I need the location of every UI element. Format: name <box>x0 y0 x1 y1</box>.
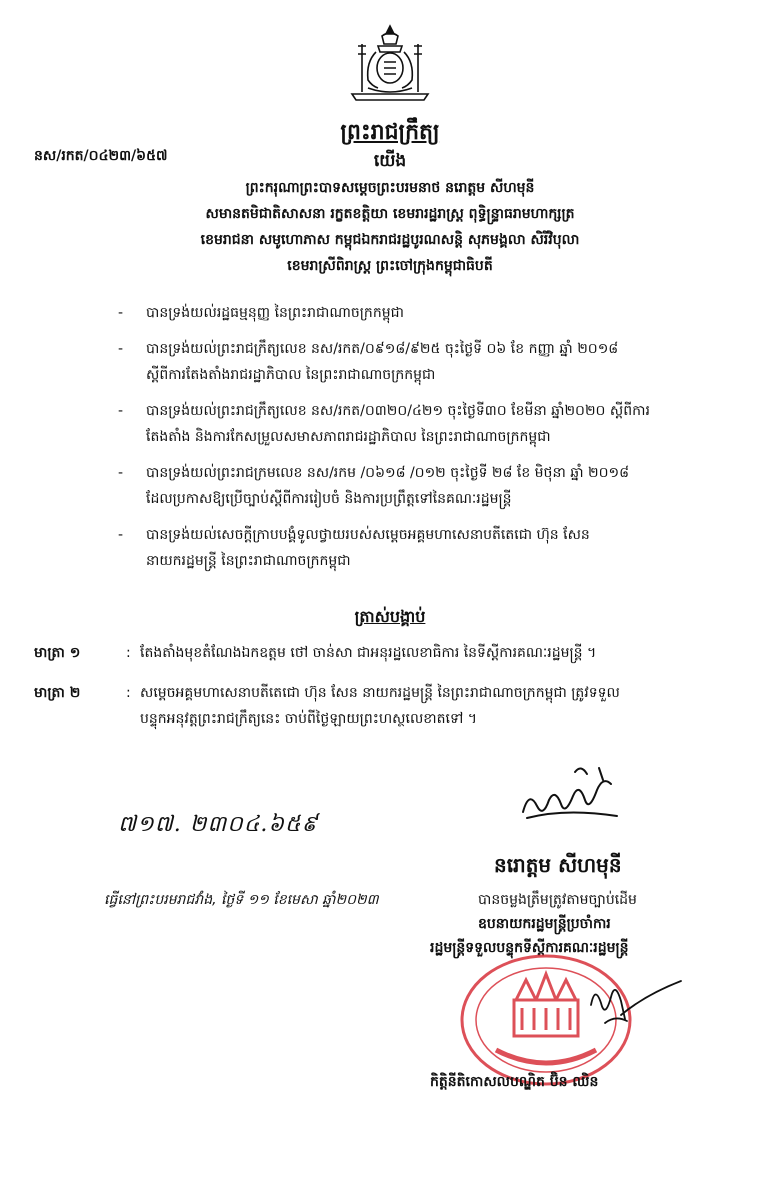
reference-item <box>118 300 698 326</box>
article-label: មាត្រា ២ <box>34 685 81 701</box>
place-and-date: ធ្វើនៅព្រះបរមរាជវាំង, ថ្ងៃទី ១១ ខែមេសា ឆ្នាំ២០២៣ <box>104 892 379 908</box>
minister-signature-icon <box>585 975 685 1035</box>
reference-line-continued: ស្តីពីការតែងតាំងរាជរដ្ឋាភិបាល នៃព្រះរាជាណាចក្រកម្ពុជា <box>146 367 436 383</box>
decision-heading: ត្រាស់បង្គាប់ <box>354 607 426 626</box>
reference-item <box>118 398 698 450</box>
article-text: សម្តេចអគ្គមហាសេនាបតីតេជោ ហ៊ុន សែន នាយករដ្ឋមន្ត្រី នៃព្រះរាជាណាចក្រកម្ពុជា ត្រូវទទួល <box>140 685 620 701</box>
reference-item <box>118 336 698 388</box>
bullet-dash: - <box>118 305 124 321</box>
header-we: យើង <box>373 151 407 171</box>
article-colon: : <box>126 645 131 661</box>
bullet-dash: - <box>118 527 124 543</box>
article-2 <box>34 680 734 732</box>
reference-line-continued: នាយករដ្ឋមន្ត្រី នៃព្រះរាជាណាចក្រកម្ពុជា <box>146 553 351 569</box>
bullet-dash: - <box>118 341 124 357</box>
certified-copy-line-1: បានចម្លងត្រឹមត្រូវតាមច្បាប់ដើម <box>478 892 637 908</box>
reference-line: បានទ្រង់យល់ព្រះរាជក្រឹត្យលេខ នស/រកត/០៣២០/៤២១ ចុះថ្ងៃទី៣០ ខែមីនា ឆ្នាំ២០២០ ស្តីពីការ <box>146 403 650 419</box>
signer-name: នរោត្តម សីហមុនី <box>494 853 622 877</box>
reference-line: បានទ្រង់យល់សេចក្តីក្រាបបង្គំទូលថ្វាយរបស់សម្តេចអគ្គមហាសេនាបតីតេជោ ហ៊ុន សែន <box>146 527 590 543</box>
legal-references <box>118 300 698 584</box>
header-line-4: ខេមរាស្រីពិរាស្ត្រ ព្រះចៅក្រុងកម្ពុជាធិបតី <box>287 258 493 274</box>
bullet-dash: - <box>118 403 124 419</box>
article-colon: : <box>126 685 131 701</box>
reference-line-continued: តែងតាំង និងការកែសម្រួលសមាសភាពរាជរដ្ឋាភិបាល នៃព្រះរាជាណាចក្រកម្ពុជា <box>146 429 551 445</box>
header-line-1: ព្រះករុណាព្រះបាទសម្តេចព្រះបរមនាថ នរោត្តម សីហមុនី <box>245 180 535 196</box>
article-label: មាត្រា ១ <box>34 645 81 661</box>
reference-line-continued: ដែលប្រកាសឱ្យប្រើច្បាប់ស្តីពីការរៀបចំ និងការប្រព្រឹត្តទៅនៃគណៈរដ្ឋមន្ត្រី <box>146 491 512 507</box>
reference-number: នស/រកត/០៤២៣/៦៥៧ <box>34 148 168 164</box>
header-line-2: សមានតមិជាតិសាសនា រក្ខតខត្តិយា ខេមរារដ្ឋរាស្ត្រ ពុទ្ធិន្ទ្រាធរាមហាក្សត្រ <box>205 206 575 222</box>
document-title: ព្រះរាជក្រឹត្យ <box>340 120 440 145</box>
reference-item <box>118 460 698 512</box>
countersigner-name: កិត្តិនីតិកោសលបណ្ឌិត ប៊ិន ឈិន <box>430 1074 599 1090</box>
certified-copy-line-2: ឧបនាយករដ្ឋមន្ត្រីប្រចាំការ <box>478 916 611 932</box>
royal-coat-of-arms-icon <box>338 22 442 104</box>
article-1 <box>34 640 734 666</box>
reference-line: បានទ្រង់យល់ព្រះរាជក្រមលេខ នស/រកម /០៦១៨ /០១២ ចុះថ្ងៃទី ២៨ ខែ មិថុនា ឆ្នាំ ២០១៨ <box>146 465 630 481</box>
header-line-3: ខេមរាជនា សមូហោភាស កម្ពុជឯករាជរដ្ឋបូរណសន្តិ សុភមង្គលា សិរីវិបុលា <box>200 232 580 248</box>
bullet-dash: - <box>118 465 124 481</box>
reference-line: បានទ្រង់យល់ព្រះរាជក្រឹត្យលេខ នស/រកត/០៩១៨/៩២៥ ចុះថ្ងៃទី ០៦ ខែ កញ្ញា ឆ្នាំ ២០១៨ <box>146 341 619 357</box>
handwritten-registration-number: ៧១៧. ២៣០៤.៦៥៩ <box>118 812 319 837</box>
reference-line: បានទ្រង់យល់រដ្ឋធម្មនុញ្ញ នៃព្រះរាជាណាចក្រកម្ពុជា <box>146 305 404 321</box>
article-text: តែងតាំងមុខតំណែងឯកឧត្តម ថៅ ចាន់សា ជាអនុរដ្ឋលេខាធិការ នៃទីស្តីការគណៈរដ្ឋមន្ត្រី ។ <box>140 645 597 661</box>
certified-copy-line-3: រដ្ឋមន្ត្រីទទួលបន្ទុកទីស្តីការគណៈរដ្ឋមន្ត្រី <box>430 940 629 956</box>
reference-item <box>118 522 698 574</box>
article-text-continued: បន្ទុកអនុវត្តព្រះរាជក្រឹត្យនេះ ចាប់ពីថ្ងៃឡាយព្រះហស្ថលេខាតទៅ ។ <box>140 711 477 727</box>
royal-signature-icon <box>515 760 625 830</box>
